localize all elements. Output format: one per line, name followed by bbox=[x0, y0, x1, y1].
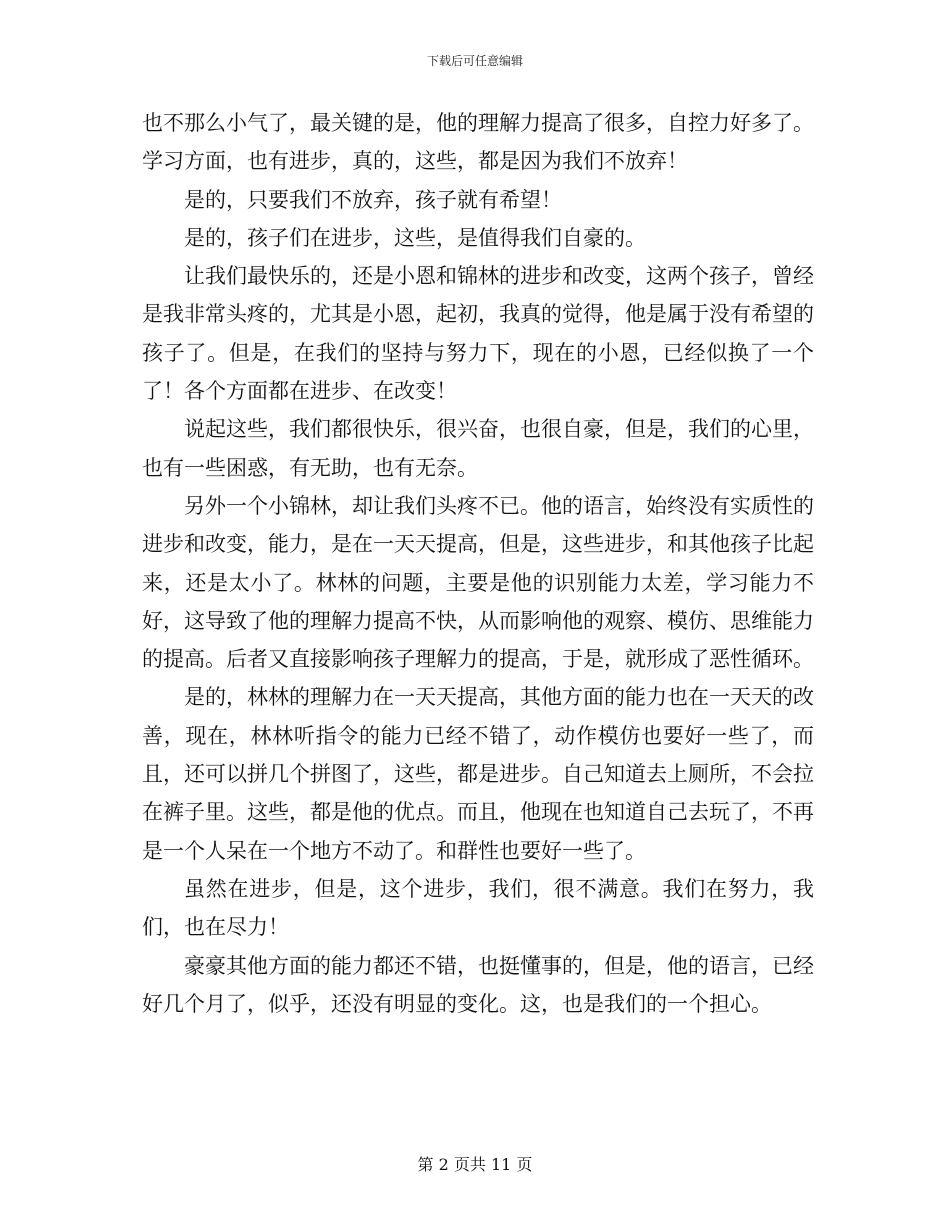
paragraph-4: 让我们最快乐的，还是小恩和锦林的进步和改变，这两个孩子，曾经是我非常头疼的，尤其是小恩，起初，我真的觉得，他是属于没有希望的孩子了。但是，在我们的坚持与努力下，现在的小恩，已经似换了一个了！各个方面都在进步、在改变！ bbox=[142, 264, 814, 404]
document-body bbox=[142, 104, 814, 1023]
paragraph-7: 是的，林林的理解力在一天天提高，其他方面的能力也在一天天的改善，现在，林林听指令的能力已经不错了，动作模仿也要好一些了，而且，还可以拼几个拼图了，这些，都是进步。自己知道去上厕所，不会拉在裤子里。这些，都是他的优点。而且，他现在也知道自己去玩了，不再是一个人呆在一个地方不动了。和群性也要好一些了。 bbox=[142, 685, 814, 863]
paragraph-3: 是的，孩子们在进步，这些，是值得我们自豪的。 bbox=[184, 225, 646, 250]
page-footer: 第 2 页共 11 页 bbox=[417, 1155, 533, 1174]
page-header: 下载后可任意编辑 bbox=[426, 54, 523, 68]
paragraph-6: 另外一个小锦林，却让我们头疼不已。他的语言，始终没有实质性的进步和改变，能力，是在一天天提高，但是，这些进步，和其他孩子比起来，还是太小了。林林的问题，主要是他的识别能力太差，学习能力不好，这导致了他的理解力提高不快，从而影响他的观察、模仿、思维能力的提高。后者又直接影响孩子理解力的提高，于是，就形成了恶性循环。 bbox=[142, 493, 814, 672]
paragraph-2: 是的，只要我们不放弃，孩子就有希望！ bbox=[184, 187, 562, 212]
paragraph-5: 说起这些，我们都很快乐，很兴奋，也很自豪，但是，我们的心里，也有一些困惑，有无助，也有无奈。 bbox=[142, 417, 814, 480]
paragraph-1: 也不那么小气了，最关键的是，他的理解力提高了很多，自控力好多了。学习方面，也有进步，真的，这些，都是因为我们不放弃！ bbox=[142, 111, 814, 174]
paragraph-9: 豪豪其他方面的能力都还不错，也挺懂事的，但是，他的语言，已经好几个月了，似乎，还没有明显的变化。这，也是我们的一个担心。 bbox=[142, 953, 814, 1016]
paragraph-8: 虽然在进步，但是，这个进步，我们，很不满意。我们在努力，我们，也在尽力！ bbox=[142, 876, 814, 940]
